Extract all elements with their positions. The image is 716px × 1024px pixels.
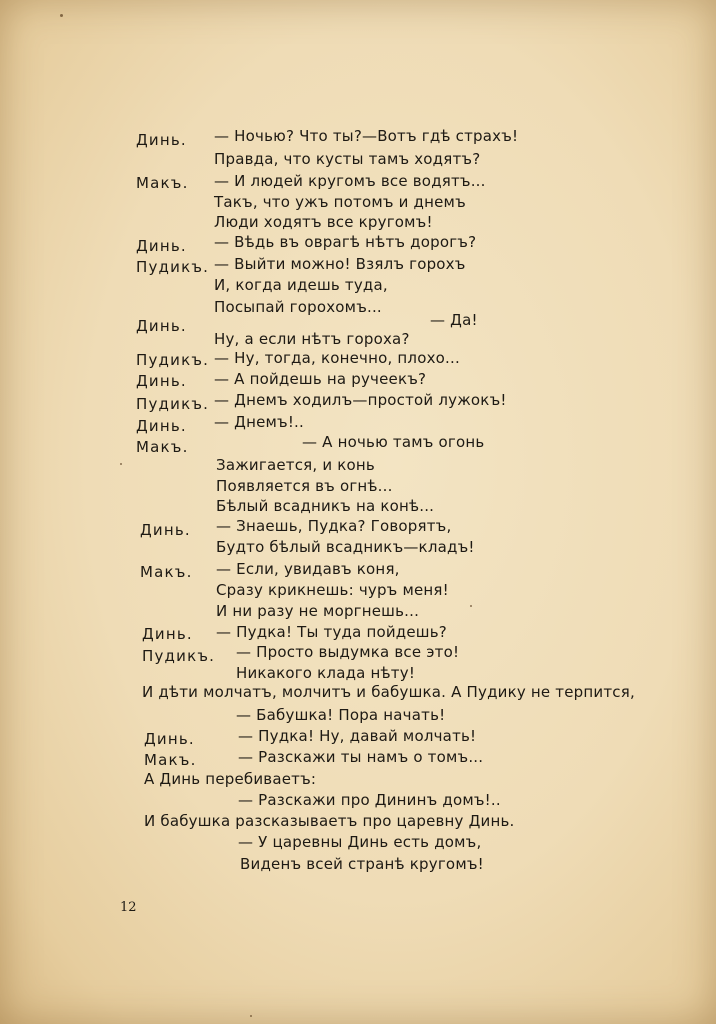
dialogue-line: — Выйти можно! Взялъ горохъ [214,255,466,273]
dialogue-line: — Да! [430,311,478,329]
dialogue-line: — Разскажи ты намъ о томъ... [238,748,484,766]
speaker-label: Макъ. [136,438,189,456]
dialogue-line: — Днемъ ходилъ—простой лужокъ! [214,391,507,409]
dialogue-line: Никакого клада нѣту! [236,664,416,682]
paper-speck [470,605,472,607]
dialogue-line: — Вѣдь въ оврагѣ нѣтъ дорогъ? [214,233,477,251]
speaker-label: Динь. [136,237,187,255]
speaker-label: Пудикъ. [142,647,216,665]
dialogue-line: — У царевны Динь есть домъ, [238,833,482,851]
dialogue-line: И, когда идешь туда, [214,276,388,294]
dialogue-line: — Пудка! Ты туда пойдешь? [216,623,447,641]
dialogue-line: — Ночью? Что ты?—Вотъ гдѣ страхъ! [214,127,519,145]
dialogue-line: — А пойдешь на ручеекъ? [214,370,427,388]
speaker-label: Динь. [136,417,187,435]
dialogue-line: Ну, а если нѣтъ гороха? [214,330,410,348]
dialogue-line: — Знаешь, Пудка? Говорятъ, [216,517,452,535]
paper-speck [120,463,122,465]
speaker-label: Динь. [142,625,193,643]
dialogue-line: Люди ходятъ все кругомъ! [214,213,433,231]
speaker-label: Динь. [136,372,187,390]
dialogue-line: — Если, увидавъ коня, [216,560,400,578]
speaker-label: Пудикъ. [136,258,210,276]
speaker-label: Макъ. [140,563,193,581]
speaker-label: Динь. [144,730,195,748]
dialogue-line: Виденъ всей странѣ кругомъ! [240,855,484,873]
dialogue-line: — Просто выдумка все это! [236,643,460,661]
dialogue-line: Зажигается, и конь [216,456,375,474]
dialogue-line: Сразу крикнешь: чуръ меня! [216,581,449,599]
speaker-label: Пудикъ. [136,351,210,369]
dialogue-line: И ни разу не моргнешь... [216,602,420,620]
narration-line: А Динь перебиваетъ: [144,770,317,788]
page-number: 12 [120,900,137,915]
dialogue-line: Такъ, что ужъ потомъ и днемъ [214,193,466,211]
speaker-label: Пудикъ. [136,395,210,413]
dialogue-line: — Пудка! Ну, давай молчать! [238,727,477,745]
dialogue-line: Посыпай горохомъ... [214,298,382,316]
dialogue-line: — Бабушка! Пора начать! [236,706,446,724]
speaker-label: Макъ. [136,174,189,192]
dialogue-line: Правда, что кусты тамъ ходятъ? [214,150,481,168]
speaker-label: Макъ. [144,751,197,769]
dialogue-line: Появляется въ огнѣ... [216,477,393,495]
paper-speck [250,1015,252,1017]
paper-speck [60,14,63,17]
speaker-label: Динь. [140,521,191,539]
dialogue-line: — Разскажи про Дининъ домъ!.. [238,791,501,809]
dialogue-line: Будто бѣлый всадникъ—кладъ! [216,538,475,556]
dialogue-line: — Ну, тогда, конечно, плохо... [214,349,460,367]
dialogue-line: Бѣлый всадникъ на конѣ... [216,497,435,515]
dialogue-line: — А ночью тамъ огонь [302,433,485,451]
speaker-label: Динь. [136,317,187,335]
dialogue-line: — И людей кругомъ все водятъ... [214,172,486,190]
dialogue-line: — Днемъ!.. [214,413,304,431]
speaker-label: Динь. [136,131,187,149]
narration-line: И дѣти молчатъ, молчитъ и бабушка. А Пудику не терпится, [142,683,635,701]
narration-line: И бабушка разсказываетъ про царевну Динь. [144,812,515,830]
